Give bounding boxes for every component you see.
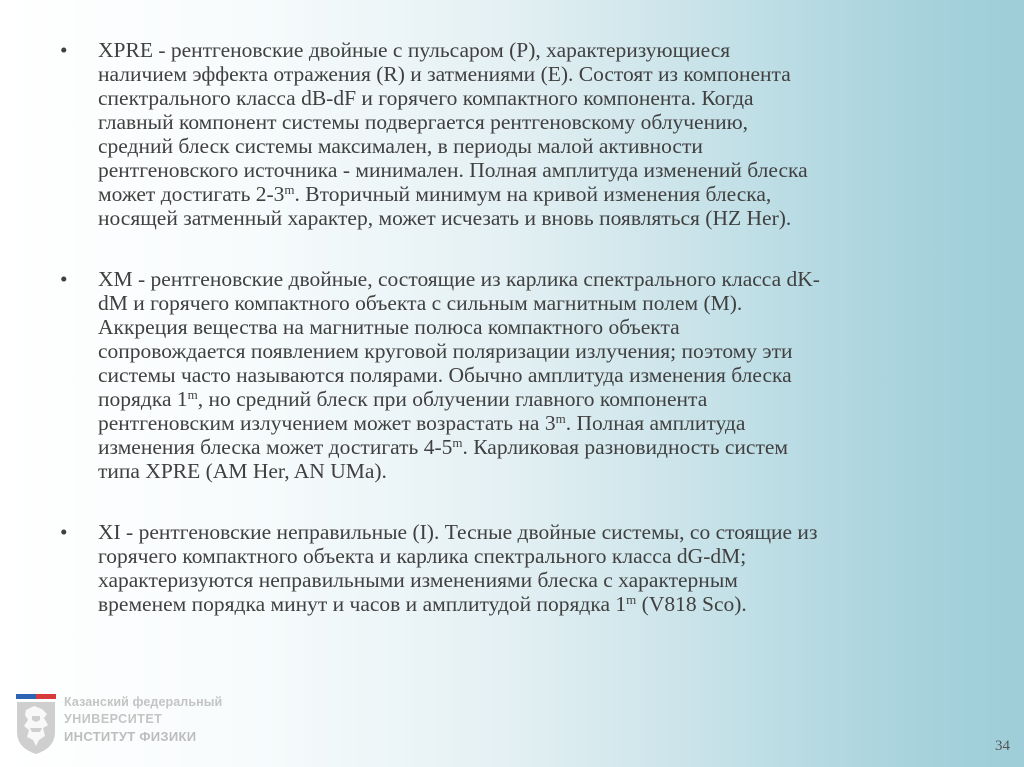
- bullet-marker: •: [60, 267, 68, 291]
- bullet-xi: [60, 520, 970, 616]
- logo-text: [64, 694, 222, 745]
- text-segment: XM - рентгеновские двойные, состоящие из карлика спектрального класса dK- dM и горячего компактного объекта с сильным магнитным полем (M). Аккреция вещества на магнитные полюса компактного объекта сопровождается появлением круговой поляризации излучения; поэтому эти системы часто называются полярами. Обычно амплитуда изменения блеска порядка 1: [98, 267, 820, 411]
- superscript-m: m: [284, 182, 295, 197]
- slide-content: [60, 38, 970, 653]
- kfu-emblem-icon: [14, 692, 58, 756]
- text-segment: , но средний блеск при облучении главного компонента рентгеновским излучением может возрастать на 3: [98, 387, 708, 435]
- text-segment: . Полная амплитуда изменения блеска может достигать 4-5: [98, 411, 746, 459]
- logo-line-university-name: Казанский федеральный: [64, 695, 223, 709]
- text-segment: (V818 Sco).: [636, 592, 747, 616]
- text-segment: . Вторичный минимум на кривой изменения блеска, носящей затменный характер, может исчезать и вновь появляться (HZ Her).: [98, 182, 792, 230]
- kfu-logo: [14, 692, 244, 757]
- bullet-text: [98, 38, 970, 230]
- bullet-xm: [60, 267, 970, 483]
- bullet-marker: •: [60, 520, 68, 544]
- bullet-text: [98, 267, 970, 483]
- superscript-m: m: [626, 592, 637, 607]
- logo-line-institute: ИНСТИТУТ ФИЗИКИ: [64, 729, 197, 744]
- superscript-m: m: [555, 411, 566, 426]
- logo-line-university: УНИВЕРСИТЕТ: [64, 712, 163, 726]
- text-segment: . Карликовая разновидность систем типа XPRE (AM Her, AN UMa).: [98, 435, 789, 483]
- bullet-xpre: [60, 38, 970, 230]
- superscript-m: m: [452, 435, 463, 450]
- bullet-text: [98, 520, 970, 616]
- superscript-m: m: [187, 387, 198, 402]
- page-number: 34: [995, 738, 1010, 754]
- text-segment: XI - рентгеновские неправильные (I). Тесные двойные системы, со стоящие из горячего компактного объекта и карлика спектрального класса dG-dM; характеризуются неправильными изменениями блеска с характерным временем порядка минут и часов и амплитудой порядка 1: [98, 520, 818, 616]
- text-segment: XPRE - рентгеновские двойные с пульсаром (P), характеризующиеся наличием эффекта отражения (R) и затмениями (E). Состоят из компонента спектрального класса dB-dF и горячего компактного компонента. Когда главный компонент системы подвергается рентгеновскому облучению, средний блеск системы максимален, в периоды малой активности рентгеновского источника - минимален. Полная амплитуда изменений блеска может достигать 2-3: [98, 38, 808, 206]
- bullet-marker: •: [60, 38, 68, 62]
